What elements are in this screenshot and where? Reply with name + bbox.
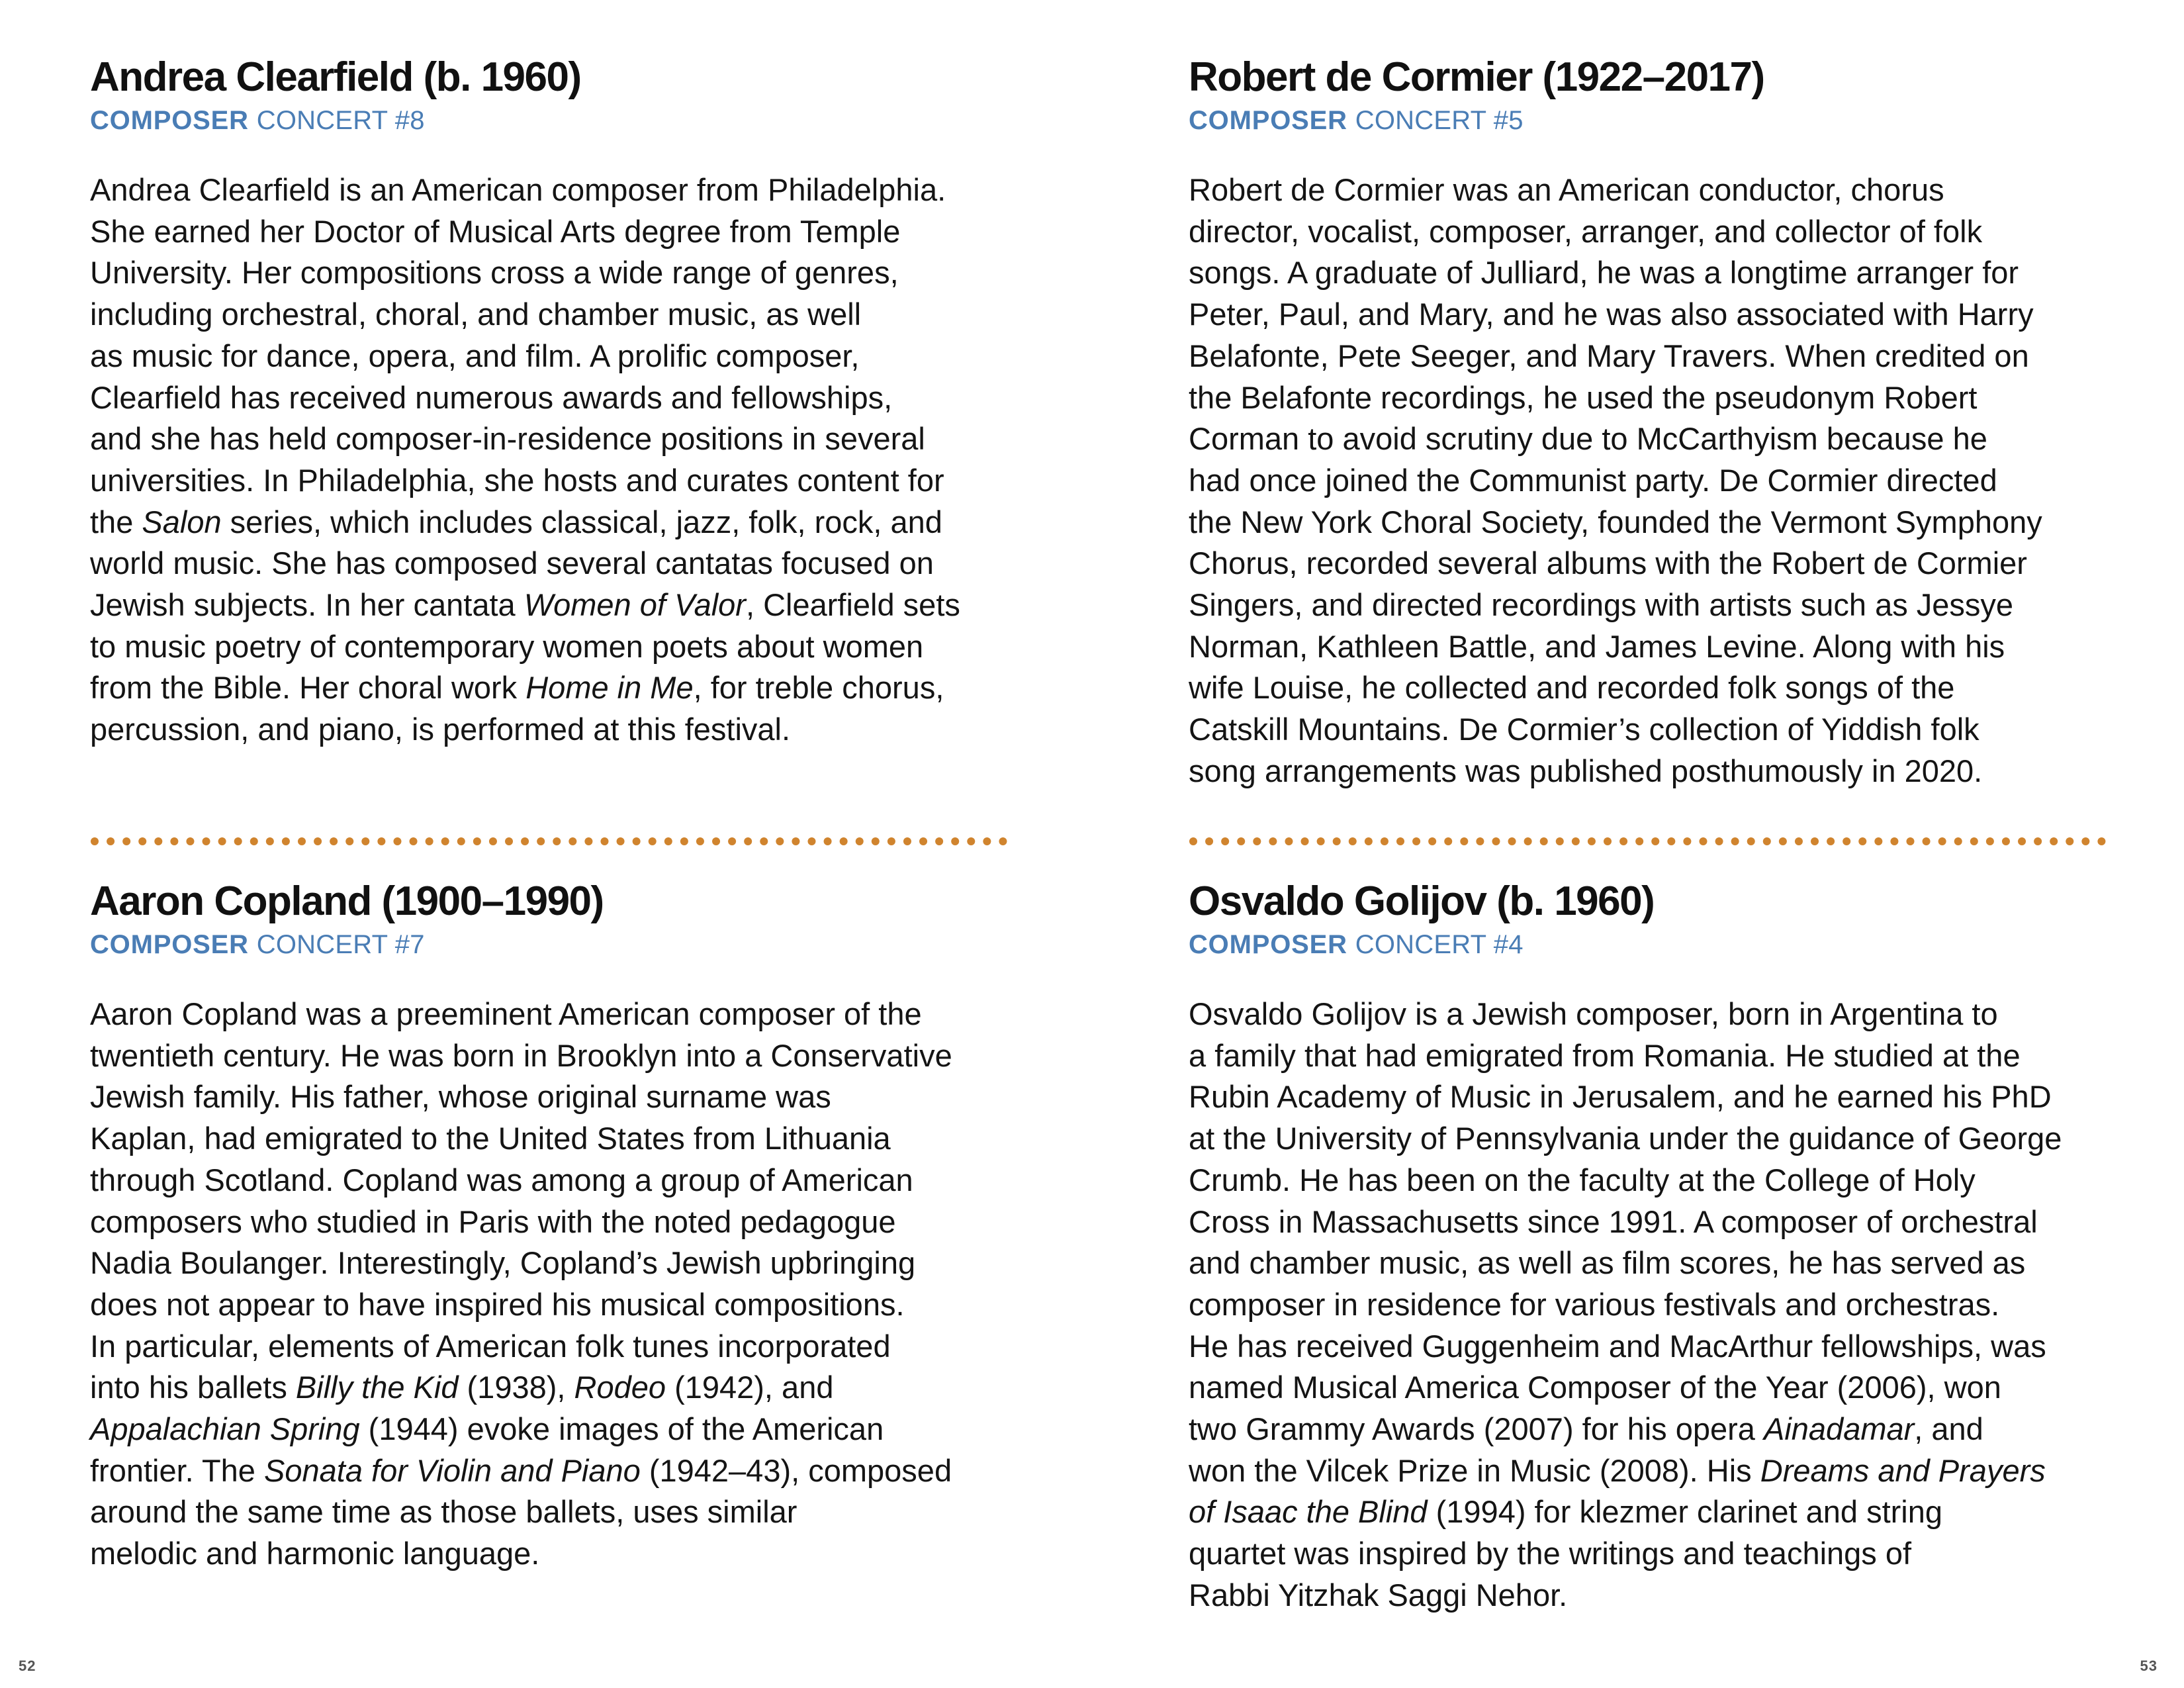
bio-line [1189, 460, 2109, 502]
bio-text: Cross in Massachusetts since 1991. A composer of orchestral [1189, 1203, 2038, 1239]
work-title: Rodeo [574, 1370, 666, 1405]
bio-line [1189, 502, 2109, 543]
bio-line [1189, 1409, 2109, 1450]
bio-text: song arrangements was published posthumously in 2020. [1189, 753, 1983, 788]
bio-text: , Clearfield sets [745, 587, 960, 623]
bio-line [1189, 252, 2109, 294]
bio-line [90, 709, 1010, 751]
bio-line [1189, 1450, 2109, 1492]
concert-number: CONCERT #5 [1355, 106, 1524, 135]
bio-line [1189, 1533, 2109, 1575]
bio-line [1189, 336, 2109, 377]
composer-bio [1189, 994, 2109, 1617]
composer-bio [1189, 169, 2109, 792]
bio-line [90, 1409, 1010, 1450]
bio-line [90, 1201, 1010, 1243]
bio-text: had once joined the Communist party. De Cormier directed [1189, 462, 1997, 498]
dotted-divider-right [1189, 837, 2106, 845]
bio-line [90, 502, 1010, 543]
bio-line [1189, 709, 2109, 751]
bio-text: around the same time as those ballets, uses similar [90, 1494, 797, 1530]
bio-text: world music. She has composed several cantatas focused on [90, 545, 934, 581]
bio-text: director, vocalist, composer, arranger, and collector of folk [1189, 213, 1983, 249]
bio-text: composer in residence for various festivals and orchestras. [1189, 1286, 2000, 1322]
bio-text: (1944) evoke images of the American [359, 1411, 884, 1447]
bio-line [1189, 1118, 2109, 1160]
bio-text: Crumb. He has been on the faculty at the College of Holy [1189, 1162, 1976, 1197]
bio-line [90, 169, 1010, 211]
bio-line [90, 1533, 1010, 1575]
work-title: Ainadamar [1763, 1411, 1915, 1447]
bio-line [90, 294, 1010, 336]
bio-text: Clearfield has received numerous awards and fellowships, [90, 379, 893, 415]
bio-line [1189, 1326, 2109, 1368]
bio-text: Aaron Copland was a preeminent American composer of the [90, 996, 922, 1031]
bio-text: , and [1914, 1411, 1983, 1447]
bio-text: percussion, and piano, is performed at this festival. [90, 712, 791, 747]
bio-text: Jewish family. His father, whose original surname was [90, 1079, 831, 1115]
bio-text: the Belafonte recordings, he used the pseudonym Robert [1189, 379, 1978, 415]
composer-name: Robert de Cormier (1922–2017) [1189, 54, 1764, 100]
bio-text: including orchestral, choral, and chamber music, as well [90, 297, 862, 332]
bio-line [1189, 626, 2109, 668]
bio-line [1189, 543, 2109, 585]
work-title: of Isaac the Blind [1189, 1494, 1428, 1530]
bio-line [90, 211, 1010, 253]
bio-text: melodic and harmonic language. [90, 1536, 540, 1571]
page-number-left: 52 [19, 1658, 36, 1674]
composer-entry-de-cormier [1189, 52, 2109, 792]
bio-line [1189, 751, 2109, 792]
composer-entry-clearfield [90, 52, 1010, 751]
bio-text: named Musical America Composer of the Year (2006), won [1189, 1370, 2001, 1405]
concert-number: CONCERT #8 [256, 106, 425, 135]
bio-text: Norman, Kathleen Battle, and James Levine. Along with his [1189, 628, 2005, 664]
bio-line [1189, 211, 2109, 253]
bio-line [1189, 1076, 2109, 1118]
bio-text: , for treble chorus, [693, 670, 944, 706]
bio-line [90, 336, 1010, 377]
composer-meta [90, 103, 1010, 138]
bio-line [1189, 1243, 2109, 1284]
bio-line [90, 626, 1010, 668]
composer-meta [90, 927, 1010, 962]
composer-role: COMPOSER [1189, 106, 1347, 135]
concert-number: CONCERT #4 [1355, 930, 1524, 959]
bio-text: universities. In Philadelphia, she hosts and curates content for [90, 462, 944, 498]
bio-text: won the Vilcek Prize in Music (2008). His [1189, 1452, 1760, 1488]
bio-text: a family that had emigrated from Romania. He studied at the [1189, 1037, 2021, 1073]
work-title: Salon [142, 504, 222, 539]
bio-text: In particular, elements of American folk tunes incorporated [90, 1328, 891, 1364]
bio-text: Rabbi Yitzhak Saggi Nehor. [1189, 1577, 1568, 1613]
composer-role: COMPOSER [90, 930, 249, 959]
composer-name: Aaron Copland (1900–1990) [90, 878, 604, 924]
bio-text: Jewish subjects. In her cantata [90, 587, 524, 623]
bio-text: the New York Choral Society, founded the Vermont Symphony [1189, 504, 2042, 539]
bio-text: She earned her Doctor of Musical Arts degree from Temple [90, 213, 901, 249]
bio-text: (1994) for klezmer clarinet and string [1427, 1494, 1942, 1530]
composer-name: Osvaldo Golijov (b. 1960) [1189, 878, 1655, 924]
bio-line [90, 418, 1010, 460]
bio-line [90, 994, 1010, 1035]
bio-text: quartet was inspired by the writings and teachings of [1189, 1536, 1912, 1571]
work-title: Billy the Kid [295, 1370, 459, 1405]
bio-text: and chamber music, as well as film scores, he has served as [1189, 1245, 2026, 1281]
bio-text: Andrea Clearfield is an American composer from Philadelphia. [90, 172, 946, 207]
bio-text: frontier. The [90, 1452, 264, 1488]
bio-text: Rubin Academy of Music in Jerusalem, and he earned his PhD [1189, 1079, 2052, 1115]
bio-text: songs. A graduate of Julliard, he was a longtime arranger for [1189, 255, 2019, 291]
bio-text: composers who studied in Paris with the noted pedagogue [90, 1203, 896, 1239]
bio-line [90, 252, 1010, 294]
bio-text: Nadia Boulanger. Interestingly, Copland’s Jewish upbringing [90, 1245, 916, 1281]
bio-text: (1938), [458, 1370, 574, 1405]
bio-text: Robert de Cormier was an American conductor, chorus [1189, 172, 1944, 207]
bio-text: Peter, Paul, and Mary, and he was also associated with Harry [1189, 297, 2034, 332]
bio-line [1189, 377, 2109, 419]
bio-line [1189, 667, 2109, 709]
bio-line [1189, 1035, 2109, 1077]
bio-text: Belafonte, Pete Seeger, and Mary Travers. When credited on [1189, 338, 2029, 373]
bio-line [1189, 1284, 2109, 1326]
bio-line [1189, 1575, 2109, 1617]
bio-text: Kaplan, had emigrated to the United States from Lithuania [90, 1121, 891, 1156]
work-title: Home in Me [525, 670, 694, 706]
concert-number: CONCERT #7 [256, 930, 425, 959]
work-title: Women of Valor [523, 587, 746, 623]
bio-line [90, 1035, 1010, 1077]
bio-text: at the University of Pennsylvania under the guidance of George [1189, 1121, 2062, 1156]
bio-text: (1942), and [666, 1370, 834, 1405]
bio-line [1189, 169, 2109, 211]
bio-line [90, 377, 1010, 419]
bio-text: Singers, and directed recordings with artists such as Jessye [1189, 587, 2014, 623]
bio-text: to music poetry of contemporary women poets about women [90, 628, 924, 664]
bio-text: and she has held composer-in-residence positions in several [90, 421, 925, 457]
bio-text: University. Her compositions cross a wide range of genres, [90, 255, 899, 291]
bio-line [90, 1118, 1010, 1160]
composer-role: COMPOSER [90, 106, 249, 135]
bio-line [90, 543, 1010, 585]
composer-bio [90, 994, 1010, 1575]
bio-text: into his ballets [90, 1370, 296, 1405]
bio-line [1189, 1491, 2109, 1533]
bio-text: Osvaldo Golijov is a Jewish composer, born in Argentina to [1189, 996, 1998, 1031]
bio-text: (1942–43), composed [640, 1452, 952, 1488]
bio-text: as music for dance, opera, and film. A prolific composer, [90, 338, 860, 373]
composer-meta [1189, 927, 2109, 962]
dotted-divider-left [91, 837, 1007, 845]
bio-line [90, 1284, 1010, 1326]
bio-text: Catskill Mountains. De Cormier’s collection of Yiddish folk [1189, 712, 1979, 747]
bio-line [1189, 1160, 2109, 1201]
bio-line [90, 1491, 1010, 1533]
bio-line [1189, 294, 2109, 336]
bio-line [1189, 418, 2109, 460]
composer-name: Andrea Clearfield (b. 1960) [90, 54, 581, 100]
bio-text: Corman to avoid scrutiny due to McCarthyism because he [1189, 421, 1987, 457]
bio-text: the [90, 504, 142, 539]
composer-entry-golijov [1189, 876, 2109, 1617]
page-number-right: 53 [2140, 1658, 2158, 1674]
bio-line [90, 1326, 1010, 1368]
work-title: Appalachian Spring [90, 1411, 360, 1447]
bio-line [1189, 585, 2109, 626]
bio-line [90, 460, 1010, 502]
bio-line [90, 1243, 1010, 1284]
bio-line [1189, 1367, 2109, 1409]
bio-line [90, 585, 1010, 626]
bio-line [90, 1160, 1010, 1201]
bio-line [90, 1076, 1010, 1118]
composer-entry-copland [90, 876, 1010, 1575]
bio-text: series, which includes classical, jazz, folk, rock, and [221, 504, 942, 539]
work-title: Sonata for Violin and Piano [264, 1452, 641, 1488]
bio-line [1189, 994, 2109, 1035]
bio-text: does not appear to have inspired his musical compositions. [90, 1286, 905, 1322]
composer-meta [1189, 103, 2109, 138]
bio-text: two Grammy Awards (2007) for his opera [1189, 1411, 1764, 1447]
bio-text: wife Louise, he collected and recorded folk songs of the [1189, 670, 1955, 706]
bio-text: from the Bible. Her choral work [90, 670, 526, 706]
bio-text: He has received Guggenheim and MacArthur fellowships, was [1189, 1328, 2046, 1364]
composer-bio [90, 169, 1010, 751]
bio-text: Chorus, recorded several albums with the Robert de Cormier [1189, 545, 2027, 581]
work-title: Dreams and Prayers [1760, 1452, 2046, 1488]
bio-text: through Scotland. Copland was among a group of American [90, 1162, 913, 1197]
bio-line [90, 1367, 1010, 1409]
composer-role: COMPOSER [1189, 930, 1347, 959]
bio-line [1189, 1201, 2109, 1243]
bio-line [90, 1450, 1010, 1492]
bio-text: twentieth century. He was born in Brooklyn into a Conservative [90, 1037, 952, 1073]
bio-line [90, 667, 1010, 709]
